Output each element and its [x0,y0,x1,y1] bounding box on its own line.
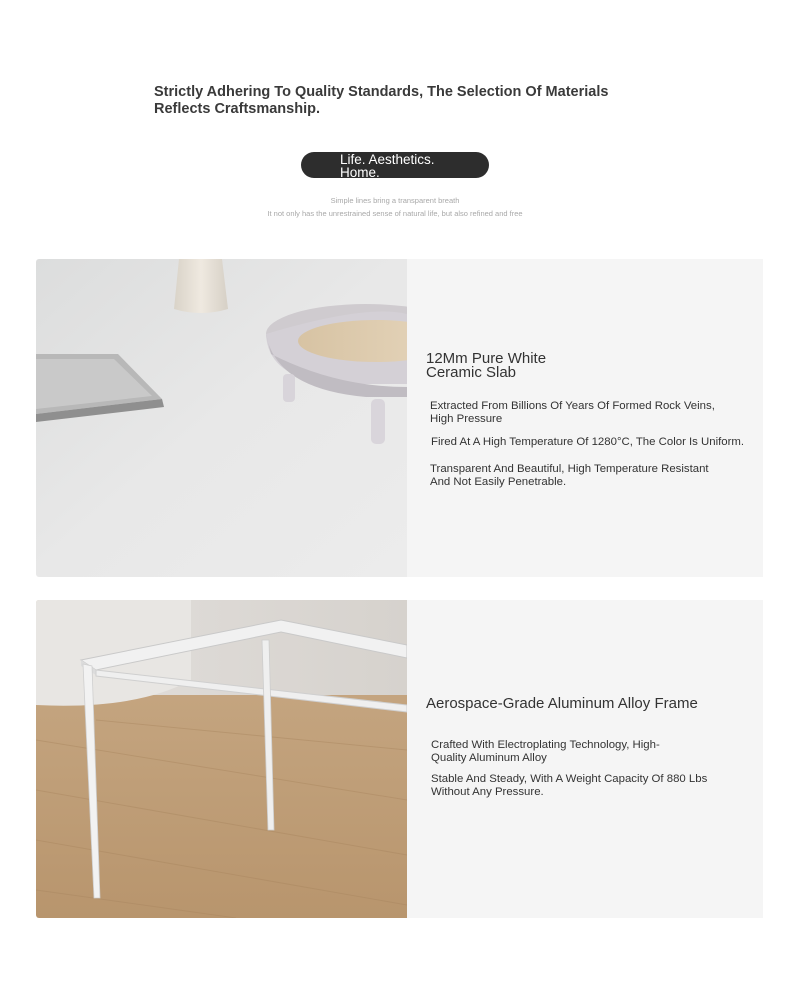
subtitle-line-1: Simple lines bring a transparent breath [330,196,460,205]
ceramic-slab-title: 12Mm Pure White Ceramic Slab [426,350,547,381]
tagline-pill [301,152,489,178]
aluminum-info-panel [407,600,763,918]
aluminum-frame-title: Aerospace-Grade Aluminum Alloy Frame [426,695,698,712]
intro-headline: Strictly Adhering To Quality Standards, The Selection Of Materials Reflects Craftsmanship. [154,84,609,117]
ceramic-info-panel [407,259,763,577]
tagline-text: Life. Aesthetics. Home. [340,152,435,178]
subtitle-line-2: It not only has the unrestrained sense of natural life, but also refined and free [267,209,523,218]
aluminum-point-1: Crafted With Electroplating Technology, High-Quality Aluminum Alloy [431,739,660,764]
ceramic-point-3: Transparent And Beautiful, High Temperature Resistant And Not Easily Penetrable. [430,463,709,488]
aluminum-point-2: Stable And Steady, With A Weight Capacity Of 880 Lbs Without Any Pressure. [431,773,708,798]
aluminum-frame-photo [36,600,407,918]
ceramic-point-1: Extracted From Billions Of Years Of Formed Rock Veins, High Pressure [430,400,715,425]
ceramic-tabletop-photo [36,259,407,577]
ceramic-point-2: Fired At A High Temperature Of 1280°C, The Color Is Uniform. [431,436,745,448]
